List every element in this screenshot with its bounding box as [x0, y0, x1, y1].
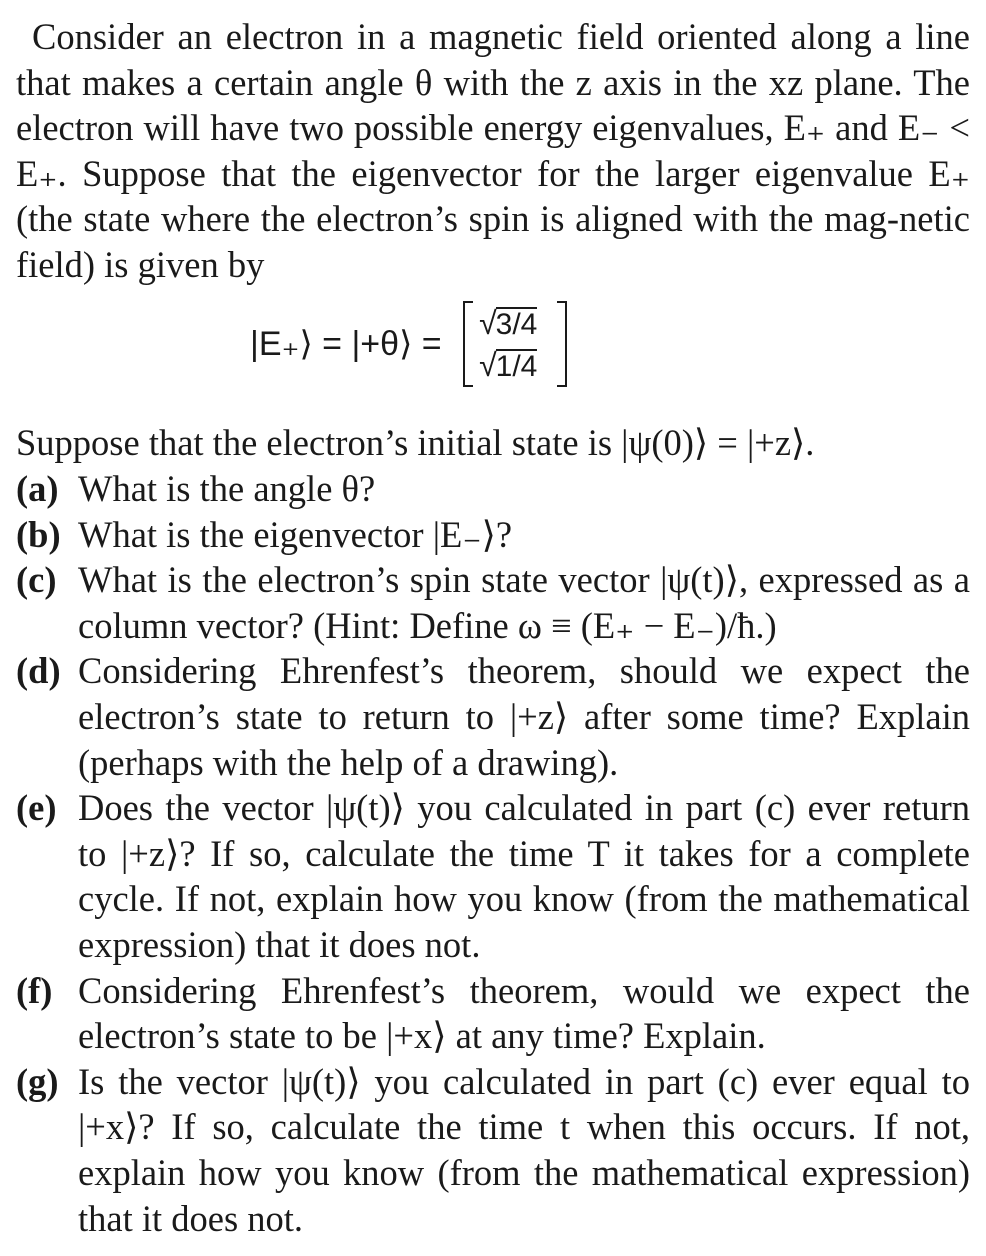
part-label: (e) — [16, 787, 57, 829]
radicand-top: 3/4 — [495, 307, 538, 341]
part-label: (b) — [16, 513, 61, 555]
part-text: What is the electron’s spin state vector |ψ(t)⟩, expressed as a column vector? (Hint: Define ω ≡ (E₊ − E₋)/ħ.) — [78, 559, 970, 646]
part-text: What is the eigenvector |E₋⟩? — [78, 513, 513, 555]
part-g — [16, 1059, 970, 1241]
part-d — [16, 648, 970, 785]
sqrt-icon: √ — [479, 346, 497, 383]
equation-lhs: |E₊⟩ = |+θ⟩ = — [250, 325, 452, 363]
column-vector — [463, 299, 567, 389]
vector-entry-bottom — [479, 345, 559, 385]
right-bracket — [557, 301, 567, 387]
eigenvector-equation — [250, 296, 567, 392]
radicand-bottom: 1/4 — [495, 349, 538, 383]
left-bracket — [463, 301, 473, 387]
vector-entry-top — [479, 303, 559, 343]
part-c — [16, 557, 970, 648]
part-label: (g) — [16, 1060, 59, 1102]
problem-parts — [16, 466, 970, 1241]
part-e — [16, 785, 970, 967]
part-label: (d) — [16, 650, 61, 692]
part-text: Considering Ehrenfest’s theorem, would we expect the electron’s state to be |+x⟩ at any time? Explain. — [78, 969, 970, 1057]
part-a — [16, 466, 970, 512]
part-f — [16, 968, 970, 1059]
part-text: What is the angle θ? — [78, 468, 376, 509]
part-label: (f) — [16, 969, 53, 1011]
part-label: (c) — [16, 559, 57, 601]
intro-text: Consider an electron in a magnetic field oriented along a line that makes a certain angle θ with the z axis in the xz plane. The electron will have two possible energy eigenvalues, E₊ and E₋ < E₊. Suppose that the eigenvector for the larger eigenvalue E₊ (the state where the electron’s spin is aligned with the mag-netic field) is given by — [16, 16, 970, 285]
sqrt-icon: √ — [479, 304, 497, 341]
part-text: Considering Ehrenfest’s theorem, should we expect the electron’s state to return to |+z⟩ after some time? Explain (perhaps with the help of a drawing). — [78, 650, 970, 783]
initial-state-text: Suppose that the electron’s initial state is |ψ(0)⟩ = |+z⟩. — [16, 422, 815, 463]
part-text: Is the vector |ψ(t)⟩ you calculated in part (c) ever equal to |+x⟩? If so, calculate the time t when this occurs. If not, explain how you know (from the mathematical expression) that it does not. — [78, 1060, 970, 1239]
part-b — [16, 512, 970, 558]
part-label: (a) — [16, 468, 59, 509]
problem-intro — [16, 14, 970, 288]
part-text: Does the vector |ψ(t)⟩ you calculated in part (c) ever return to |+z⟩? If so, calculate the time T it takes for a complete cycle. If not, explain how you know (from the mathematical expression) that it does not. — [78, 787, 970, 965]
